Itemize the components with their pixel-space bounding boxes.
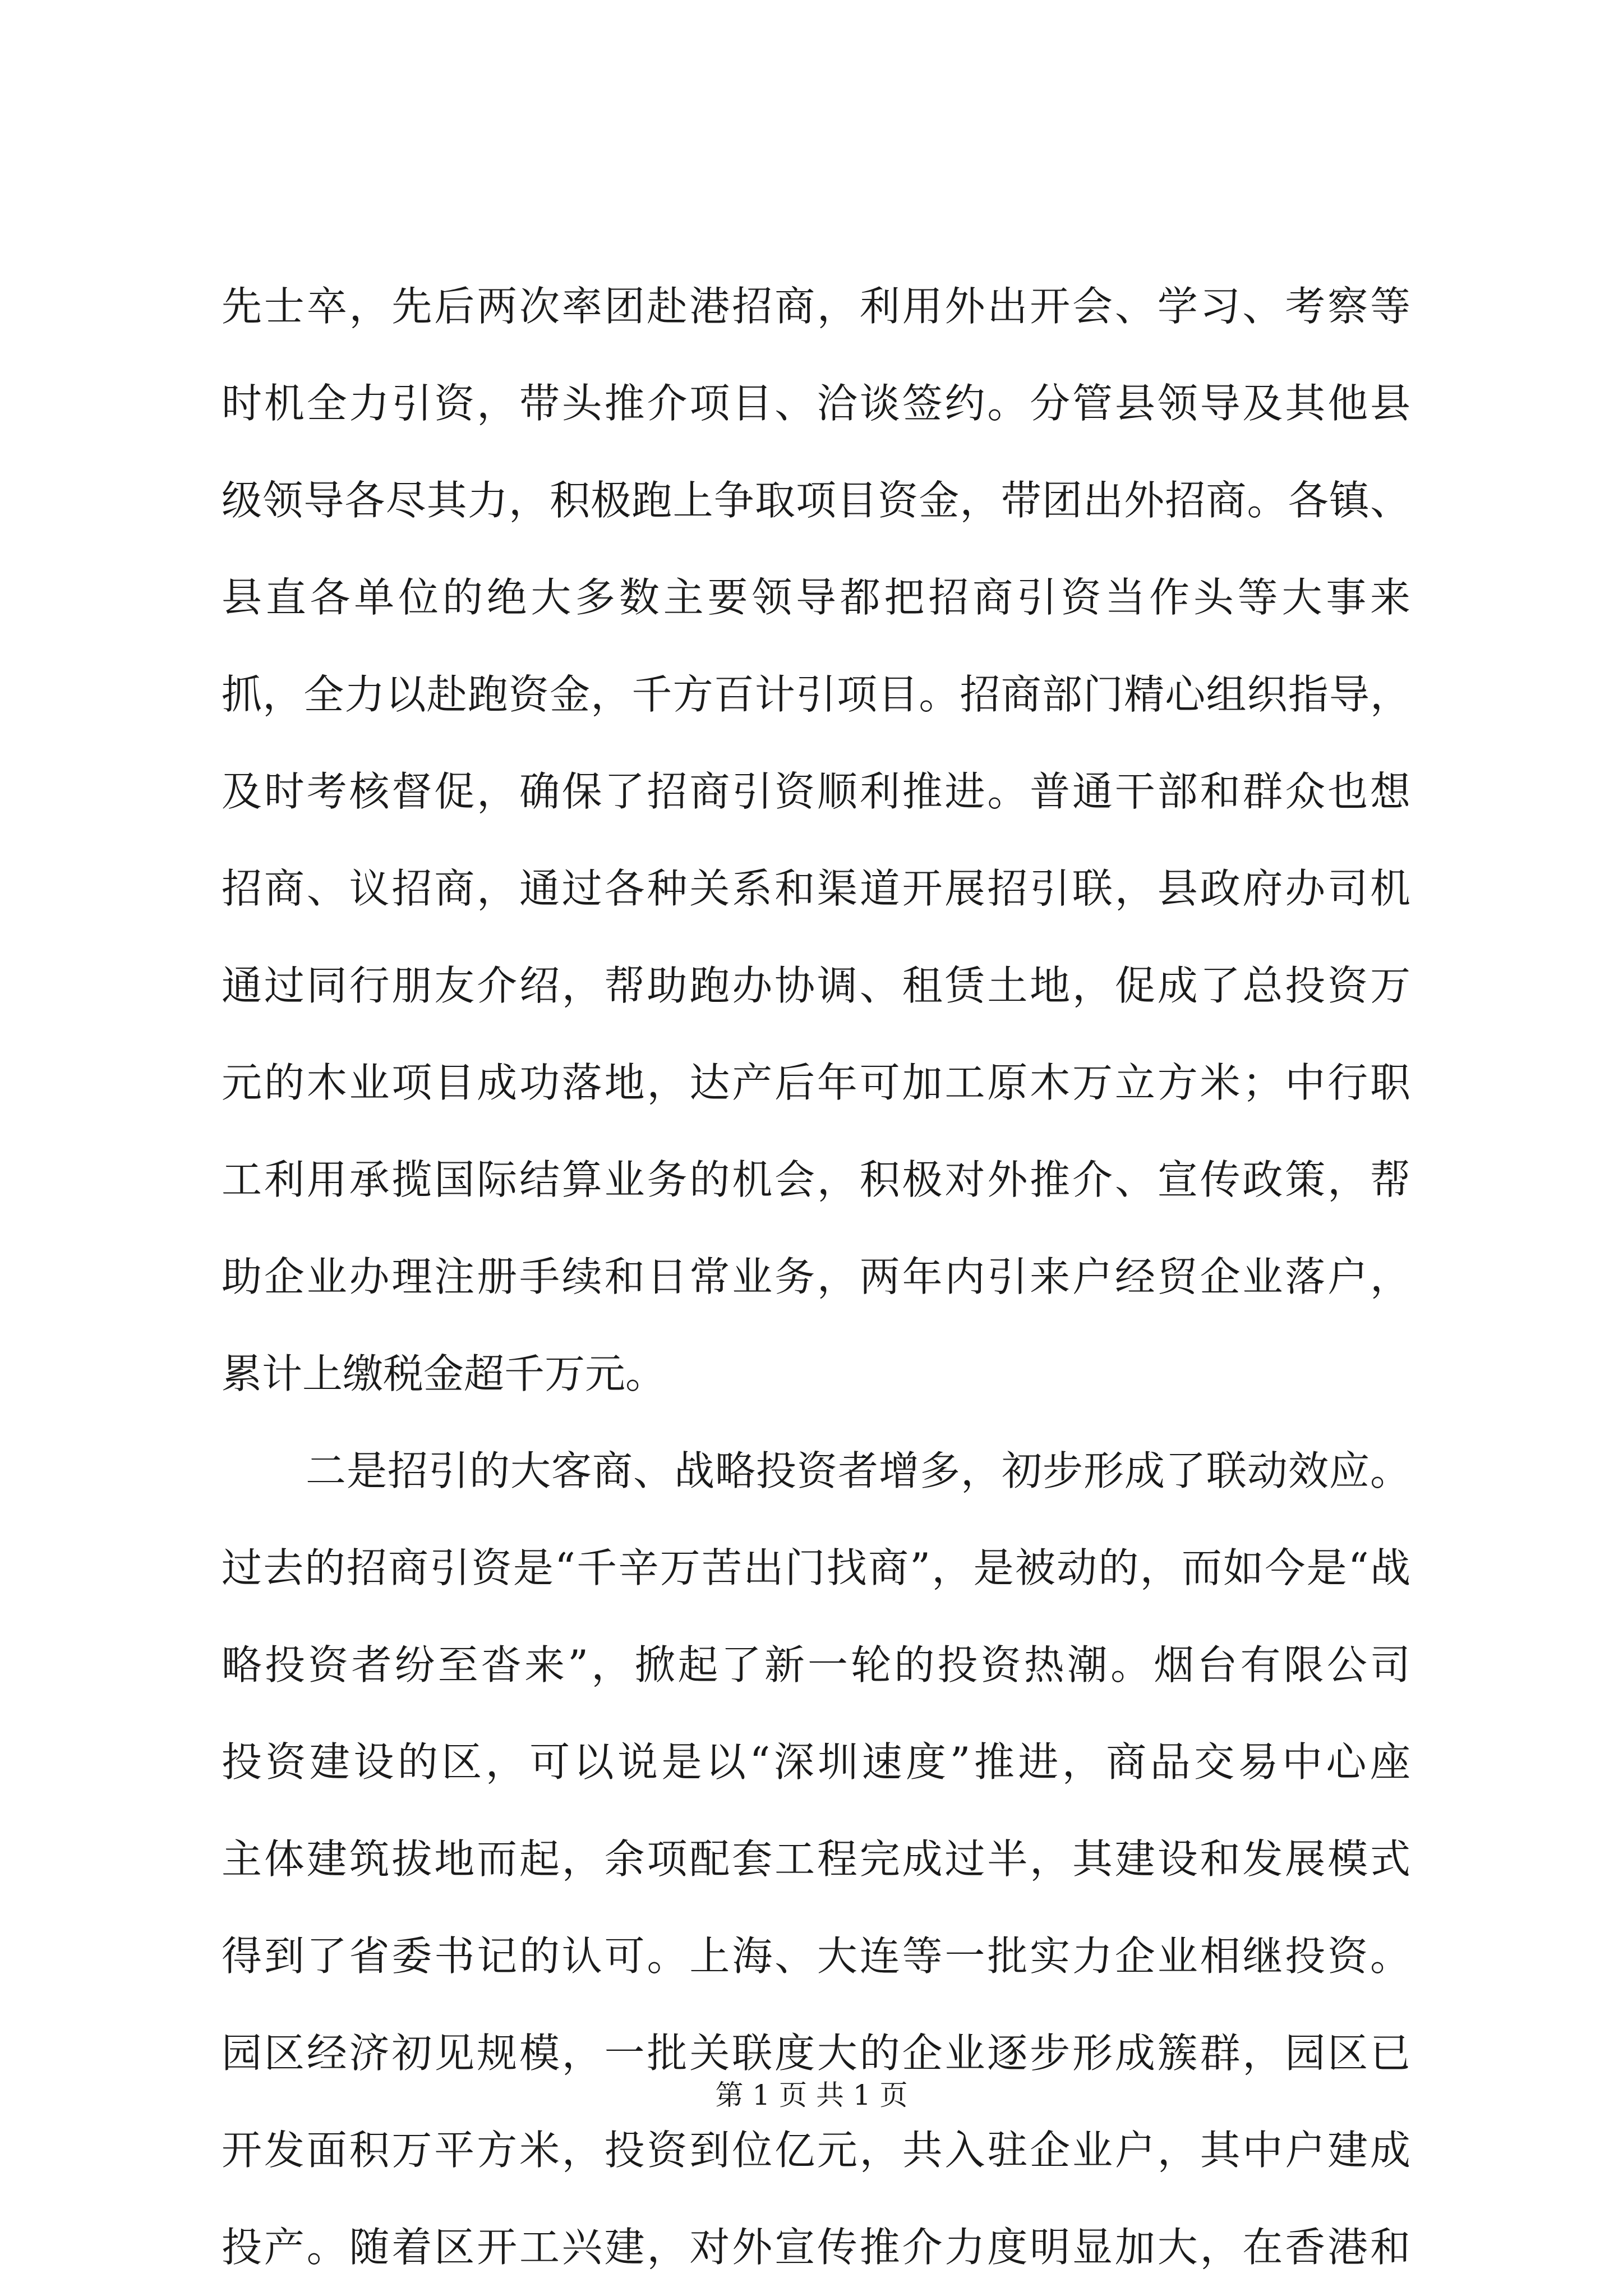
text-line: 县直各单位的绝大多数主要领导都把招商引资当作头等大事来 bbox=[222, 574, 1410, 621]
text-line: 得到了省委书记的认可。上海、大连等一批实力企业相继投资。 bbox=[222, 1932, 1410, 1980]
text-line: 抓，全力以赴跑资金，千方百计引项目。招商部门精心组织指导， bbox=[222, 671, 1410, 718]
text-line: 通过同行朋友介绍，帮助跑办协调、租赁土地，促成了总投资万 bbox=[222, 962, 1410, 1009]
text-line: 园区经济初见规模，一批关联度大的企业逐步形成簇群，园区已 bbox=[222, 2030, 1410, 2077]
text-line: 开发面积万平方米，投资到位亿元，共入驻企业户，其中户建成 bbox=[222, 2127, 1410, 2174]
paragraph-1 bbox=[222, 258, 1410, 1423]
text-line: 时机全力引资，带头推介项目、洽谈签约。分管县领导及其他县 bbox=[222, 380, 1410, 427]
text-line: 助企业办理注册手续和日常业务，两年内引来户经贸企业落户， bbox=[222, 1253, 1410, 1300]
text-line: 投产。随着区开工兴建，对外宣传推介力度明显加大，在香港和 bbox=[222, 2224, 1410, 2271]
text-line: 级领导各尽其力，积极跑上争取项目资金，带团出外招商。各镇、 bbox=[222, 477, 1410, 524]
text-line: 工利用承揽国际结算业务的机会，积极对外推介、宣传政策，帮 bbox=[222, 1156, 1410, 1203]
page-number-label: 第 1 页 共 1 页 bbox=[715, 2079, 908, 2111]
document-body bbox=[222, 258, 1410, 2296]
text-line: 投资建设的区，可以说是以“深圳速度”推进，商品交易中心座 bbox=[222, 1738, 1410, 1786]
text-line: 累计上缴税金超千万元。 bbox=[222, 1350, 666, 1397]
text-line: 元的木业项目成功落地，达产后年可加工原木万立方米；中行职 bbox=[222, 1059, 1410, 1106]
text-line: 及时考核督促，确保了招商引资顺利推进。普通干部和群众也想 bbox=[222, 768, 1410, 815]
text-line: 招商、议招商，通过各种关系和渠道开展招引联，县政府办司机 bbox=[222, 865, 1410, 912]
text-line: 二是招引的大客商、战略投资者增多，初步形成了联动效应。 bbox=[306, 1447, 1410, 1494]
paragraph-2 bbox=[222, 1423, 1410, 2296]
page-footer bbox=[0, 2078, 1623, 2112]
text-line: 过去的招商引资是“千辛万苦出门找商”，是被动的，而如今是“战 bbox=[222, 1544, 1410, 1591]
text-line: 先士卒，先后两次率团赴港招商，利用外出开会、学习、考察等 bbox=[222, 283, 1410, 330]
text-line: 略投资者纷至沓来”，掀起了新一轮的投资热潮。烟台有限公司 bbox=[222, 1641, 1410, 1688]
text-line: 主体建筑拔地而起，余项配套工程完成过半，其建设和发展模式 bbox=[222, 1835, 1410, 1883]
